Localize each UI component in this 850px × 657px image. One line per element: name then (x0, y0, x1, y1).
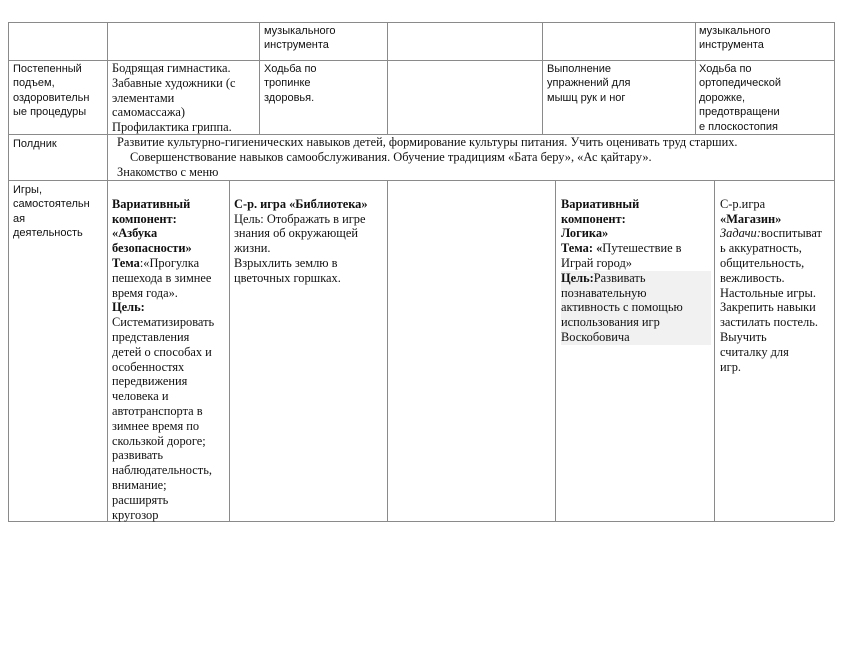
column-divider (695, 22, 696, 134)
row4-col5-cell (561, 182, 711, 360)
row3-label: Полдник (13, 138, 57, 150)
row4-col5-goal-label: Цель: (561, 270, 594, 285)
column-divider (107, 180, 108, 521)
row3-line3: Знакомство с меню (117, 165, 219, 179)
row2-label: Постепенный подъем, оздоровительн ые процедуры (13, 63, 90, 119)
row2-col2-text: Бодрящая гимнастика. Забавные художники (с элементами самомассажа) Профилактика гриппа. (112, 61, 236, 135)
row4-col3-text: Цель: Отображать в игре знания об окружающей жизни. Взрыхлить землю в цветочных горшках. (234, 211, 366, 285)
row1-col6-text: музыкального инструмента (699, 25, 771, 52)
row3-line1: Развитие культурно-гигиенических навыков детей, формирование культуры питания. Учить оценивать труд старших. (117, 135, 738, 149)
row4-col6-tasks (720, 226, 832, 374)
row1-col3-text: музыкального инструмента (264, 25, 336, 52)
row4-col3-heading: С-р. игра «Библиотека» (234, 196, 368, 211)
column-divider (542, 22, 543, 134)
row4-label: Игры, самостоятельн ая деятельность (13, 184, 90, 240)
row4-col2-theme (112, 256, 228, 300)
column-divider (107, 22, 108, 134)
row4-col5-theme-text: Путешествие в Играй город» (561, 241, 682, 270)
table-border-top (8, 22, 834, 23)
row4-col5-theme-label: Тема: « (561, 241, 603, 256)
row4-col2-goal-text: Систематизировать представления детей о способах и особенностях передвижения человека и автотранспорта в зимнее время по скользкой дороге; развивать наблюдательность, внимание; расширять кругозор (112, 315, 215, 522)
column-divider (229, 180, 230, 521)
row4-col2-cell (112, 182, 228, 537)
row4-col6-heading-bold: «Магазин» (720, 211, 782, 226)
row2-col3-text: Ходьба по тропинке здоровья. (264, 63, 317, 104)
row4-col2-theme-label: Тема (112, 255, 140, 270)
row4-col3-cell (234, 182, 386, 300)
row4-col6-cell (720, 182, 832, 389)
row4-col6-tasks-text: воспитыват ь аккуратность, общительность, вежливость. Настольные игры. Закрепить навыки застилать постель. Выучить считалку для игр. (720, 226, 822, 374)
row4-col5-goal (561, 271, 711, 345)
row4-col5-theme (561, 241, 711, 271)
row2-col6-text (699, 62, 831, 134)
row4-col2-heading: Вариативный компонент: «Азбука безопасности» (112, 196, 192, 256)
row4-col6-heading-plain: С-р.игра (720, 196, 766, 211)
table-border-right (834, 22, 835, 521)
row4-col5-goal-text: Развивать познавательную активность с помощью использования игр Воскобовича (561, 270, 683, 344)
column-divider (107, 134, 108, 180)
column-divider (555, 180, 556, 521)
column-divider (387, 180, 388, 521)
row-divider (8, 180, 834, 181)
column-divider (714, 180, 715, 521)
row4-col5-heading: Вариативный компонент: Логика» (561, 196, 640, 241)
row2-col6-lines: Ходьба по ортопедической дорожке, предотвращени е плоскостопия (699, 63, 781, 133)
row4-col2-theme-text: :«Прогулка пешехода в зимнее время года». (112, 255, 212, 300)
row3-line2: Совершенствование навыков самообслуживания. Обучение традициям «Бата беру», «Ас қайтару». (130, 150, 652, 164)
table-border-left (8, 22, 9, 521)
column-divider (387, 22, 388, 134)
row4-col6-tasks-label: Задачи: (720, 226, 761, 241)
row2-col5-text: Выполнение упражнений для мышц рук и ног (547, 63, 631, 104)
row4-col2-goal-label: Цель: (112, 300, 145, 315)
